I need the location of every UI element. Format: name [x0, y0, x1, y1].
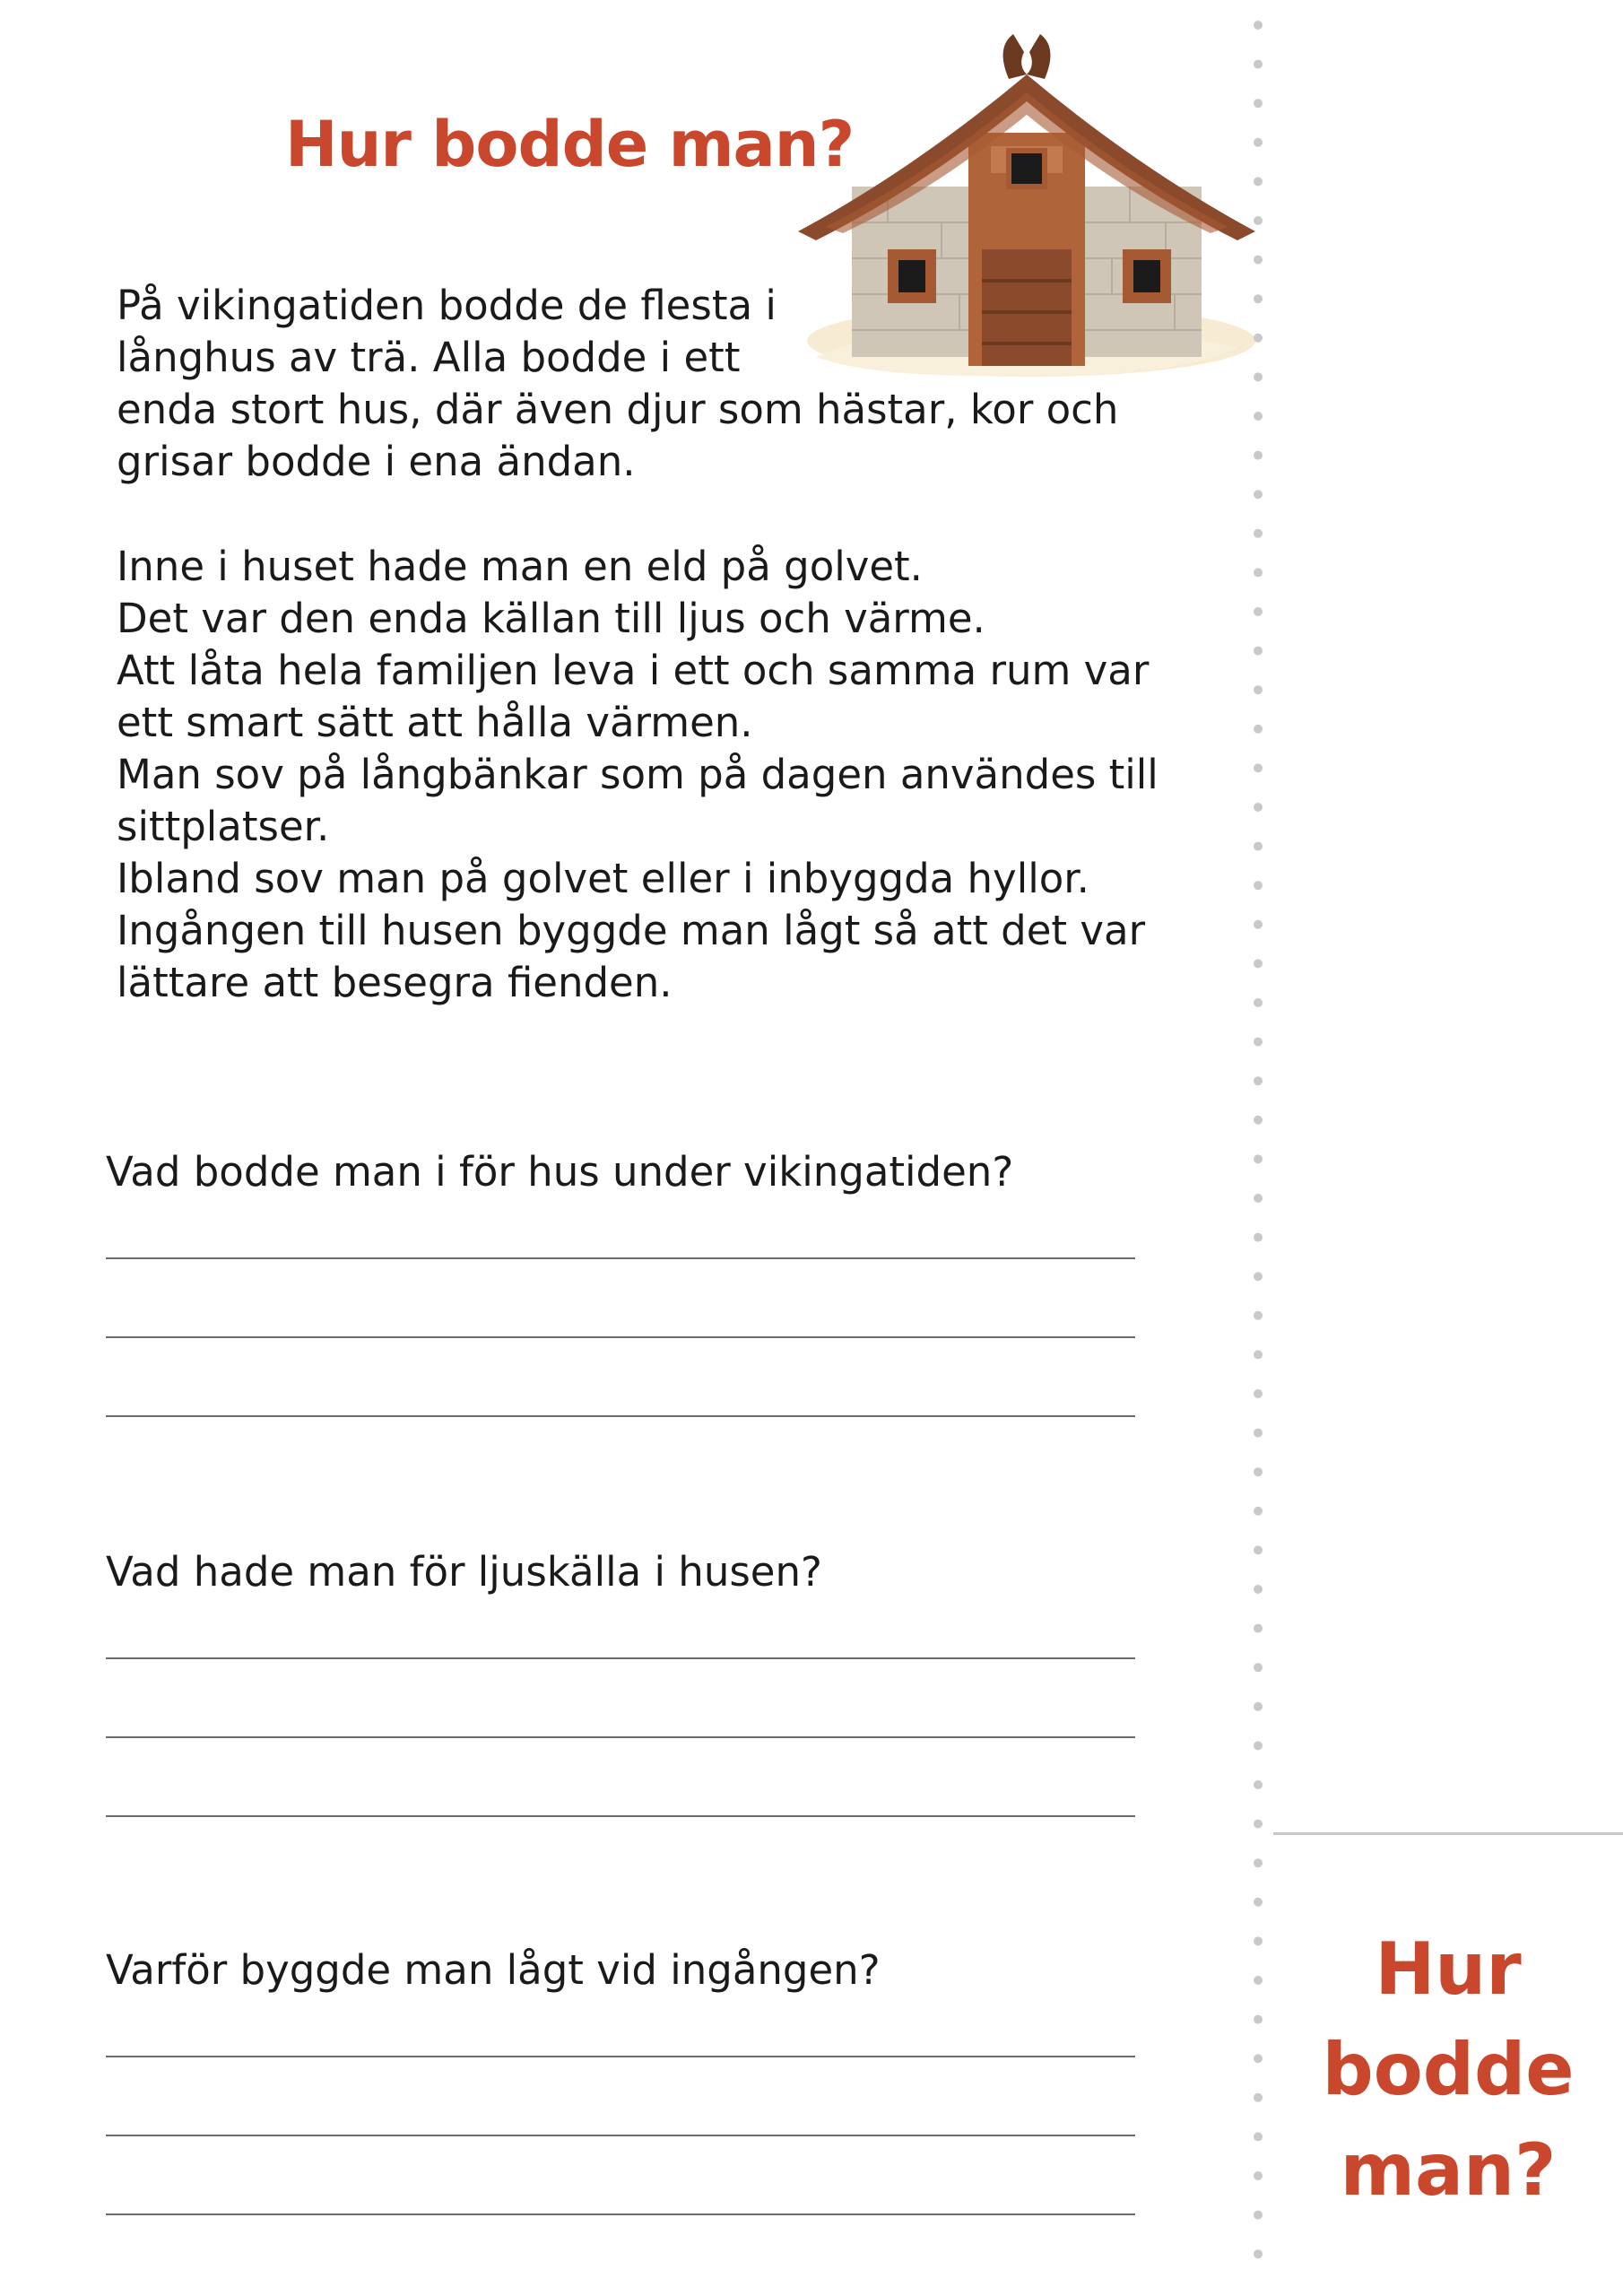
answer-line[interactable]	[106, 1815, 1135, 1817]
answer-line[interactable]	[106, 1736, 1135, 1738]
perforation-dot	[1254, 1585, 1263, 1594]
perforation-dot	[1254, 177, 1263, 186]
perforation-dot	[1254, 1663, 1263, 1672]
perforation-dot	[1254, 763, 1263, 772]
answer-line[interactable]	[106, 1257, 1135, 1259]
perforation-dot	[1254, 959, 1263, 968]
perforation-dot	[1254, 1038, 1263, 1047]
perforation-dot	[1254, 607, 1263, 616]
side-divider	[1273, 1832, 1623, 1835]
paragraph-line: enda stort hus, där även djur som hästar, kor och	[117, 386, 1119, 433]
perforation-dot	[1254, 21, 1263, 30]
perforation-dot	[1254, 412, 1263, 421]
side-label	[1273, 1919, 1623, 2221]
perforation-dot	[1254, 99, 1263, 108]
perforation-dot	[1254, 1429, 1263, 1438]
perforation-dot	[1254, 1116, 1263, 1125]
perforation-dot	[1254, 803, 1263, 812]
perforation-dot	[1254, 1898, 1263, 1907]
perforation-dot	[1254, 1858, 1263, 1867]
perforation-dot	[1254, 685, 1263, 694]
perforation-dot	[1254, 1976, 1263, 1985]
perforation-dot	[1254, 372, 1263, 381]
perforation-dot	[1254, 1467, 1263, 1476]
perforation-dot	[1254, 216, 1263, 225]
details-paragraph	[117, 541, 1159, 1009]
perforation-dots	[1253, 20, 1263, 2280]
perforation-dot	[1254, 451, 1263, 460]
paragraph-line: lättare att besegra fienden.	[117, 959, 673, 1006]
perforation-dot	[1254, 1076, 1263, 1085]
perforation-dot	[1254, 1272, 1263, 1281]
answer-line[interactable]	[106, 2135, 1135, 2136]
paragraph-line: Ingången till husen byggde man lågt så att det var	[117, 907, 1146, 954]
perforation-dot	[1254, 568, 1263, 577]
perforation-dot	[1254, 1780, 1263, 1789]
perforation-dot	[1254, 1154, 1263, 1163]
side-label-line: man?	[1340, 2128, 1557, 2212]
paragraph-line: sittplatser.	[117, 803, 330, 850]
perforation-dot	[1254, 842, 1263, 851]
question-3: Varför byggde man lågt vid ingången?	[106, 1946, 881, 1994]
paragraph-line: Det var den enda källan till ljus och värme.	[117, 595, 985, 642]
perforation-dot	[1254, 1389, 1263, 1398]
perforation-dot	[1254, 294, 1263, 303]
answer-line[interactable]	[106, 2056, 1135, 2057]
answer-line[interactable]	[106, 1336, 1135, 1338]
answer-line[interactable]	[106, 1657, 1135, 1659]
perforation-dot	[1254, 1507, 1263, 1516]
answer-line[interactable]	[106, 1415, 1135, 1417]
page-title: Hur bodde man?	[285, 108, 855, 181]
perforation-dot	[1254, 2054, 1263, 2063]
paragraph-line: På vikingatiden bodde de flesta i	[117, 282, 777, 329]
perforation-dot	[1254, 1820, 1263, 1829]
paragraph-line: Ibland sov man på golvet eller i inbyggda hyllor.	[117, 855, 1089, 902]
perforation-dot	[1254, 998, 1263, 1007]
perforation-dot	[1254, 1702, 1263, 1711]
perforation-dot	[1254, 1233, 1263, 1242]
perforation-dot	[1254, 138, 1263, 147]
perforation-dot	[1254, 920, 1263, 929]
perforation-dot	[1254, 2093, 1263, 2102]
perforation-dot	[1254, 725, 1263, 734]
perforation-dot	[1254, 2171, 1263, 2180]
perforation-dot	[1254, 256, 1263, 265]
question-2: Vad hade man för ljuskälla i husen?	[106, 1548, 822, 1596]
paragraph-line: långhus av trä. Alla bodde i ett	[117, 334, 741, 381]
perforation-dot	[1254, 2132, 1263, 2141]
perforation-dot	[1254, 647, 1263, 656]
side-label-line: Hur	[1375, 1927, 1522, 2011]
perforation-dot	[1254, 2249, 1263, 2258]
perforation-dot	[1254, 1936, 1263, 1945]
perforation-dot	[1254, 1624, 1263, 1633]
perforation-dot	[1254, 2211, 1263, 2220]
perforation-dot	[1254, 334, 1263, 343]
perforation-dot	[1254, 1311, 1263, 1320]
perforation-dot	[1254, 1350, 1263, 1359]
perforation-dot	[1254, 1741, 1263, 1750]
perforation-dot	[1254, 529, 1263, 538]
paragraph-line: Man sov på långbänkar som på dagen användes till	[117, 751, 1159, 798]
side-label-line: bodde	[1322, 2028, 1575, 2111]
perforation-dot	[1254, 1194, 1263, 1203]
paragraph-line: Att låta hela familjen leva i ett och samma rum var	[117, 647, 1150, 694]
paragraph-line: Inne i huset hade man en eld på golvet.	[117, 543, 923, 590]
perforation-dot	[1254, 490, 1263, 499]
paragraph-line: ett smart sätt att hålla värmen.	[117, 699, 753, 746]
paragraph-line: grisar bodde i ena ändan.	[117, 438, 636, 485]
answer-line[interactable]	[106, 2213, 1135, 2215]
perforation-dot	[1254, 1545, 1263, 1554]
perforation-dot	[1254, 60, 1263, 69]
perforation-dot	[1254, 881, 1263, 890]
perforation-dot	[1254, 2015, 1263, 2024]
question-1: Vad bodde man i för hus under vikingatiden?	[106, 1148, 1014, 1196]
intro-paragraph	[117, 280, 1118, 488]
